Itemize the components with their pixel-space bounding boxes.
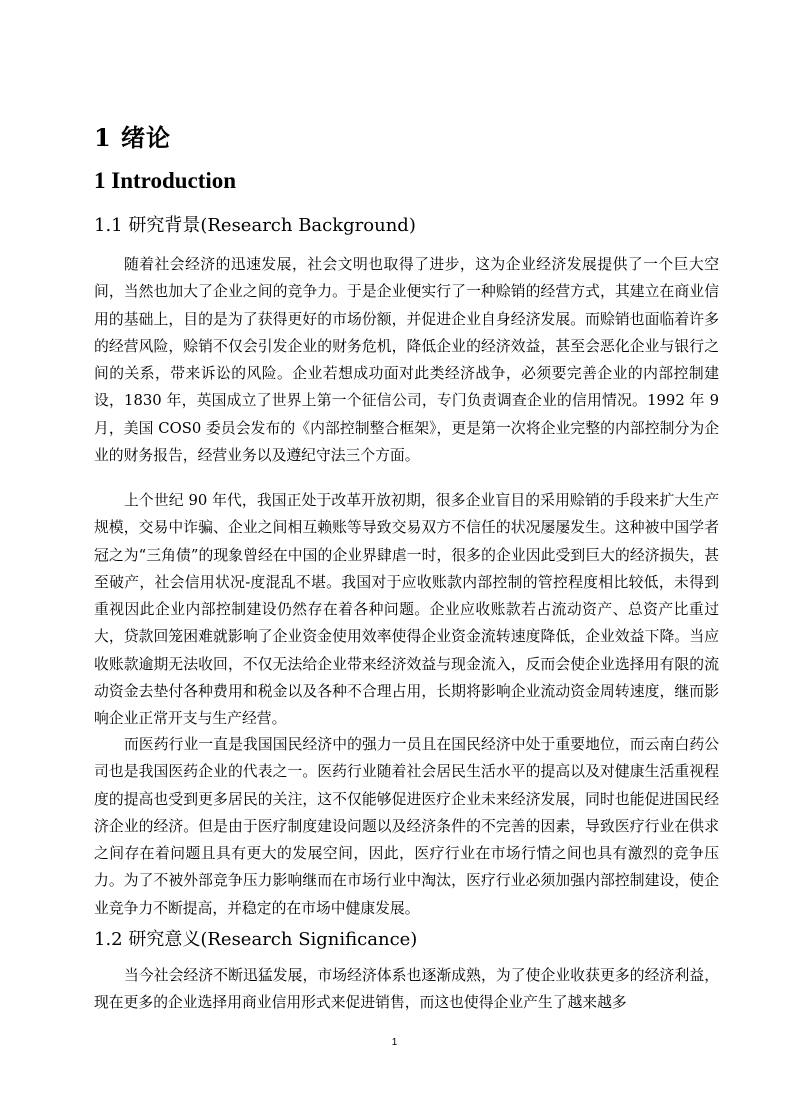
section-heading-research-significance: 1.2 研究意义(Research Significance) [94, 929, 418, 950]
chapter-title-en: 1 Introduction [94, 168, 237, 193]
paragraph-background-2: 上个世纪 90 年代，我国正处于改革开放初期，很多企业盲目的采用赊销的手段来扩大生产规模，交易中诈骗、企业之间相互赖账等导致交易双方不信任的状况屡屡发生。这种被中国学者冠之为“三角债”的现象曾经在中国的企业界肆虐一时，很多的企业因此受到巨大的经济损失，甚至破产，社会信用状况-度混乱不堪。我国对于应收账款内部控制的管控程度相比较低，未得到重视因此企业内部控制建设仍然存在着各种问题。企业应收账款若占流动资产、总资产比重过大，贷款回笼困难就影响了企业资金使用效率使得企业资金流转速度降低，企业效益下降。当应收账款逾期无法收回，不仅无法给企业带来经济效益与现金流入，反而会使企业选择用有限的流动资金去垫付各种费用和税金以及各种不合理占用，长期将影响企业流动资金周转速度，继而影响企业正常开支与生产经营。 [94, 492, 719, 728]
page-number: 1 [391, 1037, 398, 1048]
paragraph-background-3: 而医药行业一直是我国国民经济中的强力一员且在国民经济中处于重要地位，而云南白药公司也是我国医药企业的代表之一。医药行业随着社会居民生活水平的提高以及对健康生活重视程度的提高也受到更多居民的关注，这不仅能够促进医疗企业未来经济发展，同时也能促进国民经济企业的经济。但是由于医疗制度建设问题以及经济条件的不完善的因素，导致医疗行业在供求之间存在着问题且具有更大的发展空间，因此，医疗行业在市场行情之间也具有激烈的竞争压力。为了不被外部竞争压力影响继而在市场行业中淘汰，医疗行业必须加强内部控制建设，使企业竞争力不断提高，并稳定的在市场中健康发展。 [94, 736, 719, 917]
section-heading-research-background: 1.1 研究背景(Research Background) [94, 215, 416, 236]
paragraph-background-1: 随着社会经济的迅速发展，社会文明也取得了进步，这为企业经济发展提供了一个巨大空间，当然也加大了企业之间的竞争力。于是企业便实行了一种赊销的经营方式，其建立在商业信用的基础上，目的是为了获得更好的市场份额，并促进企业自身经济发展。而赊销也面临着许多的经营风险，赊销不仅会引发企业的财务危机，降低企业的经济效益，甚至会恶化企业与银行之间的关系，带来诉讼的风险。企业若想成功面对此类经济战争，必须要完善企业的内部控制建设，1830 年，英国成立了世界上第一个征信公司，专门负责调查企业的信用情况。1992 年 9 月，美国 COS0 委员会发布的《内部控制整合框架》，更是第一次将企业完整的内部控制分为企业的财务报告，经营业务以及遵纪守法三个方面。 [94, 256, 719, 465]
chapter-title-cn: 1 绪论 [94, 123, 172, 152]
paragraph-significance-1: 当今社会经济不断迅猛发展，市场经济体系也逐渐成熟，为了使企业收获更多的经济利益，现在更多的企业选择用商业信用形式来促进销售，而这也使得企业产生了越来越多 [94, 967, 719, 1012]
